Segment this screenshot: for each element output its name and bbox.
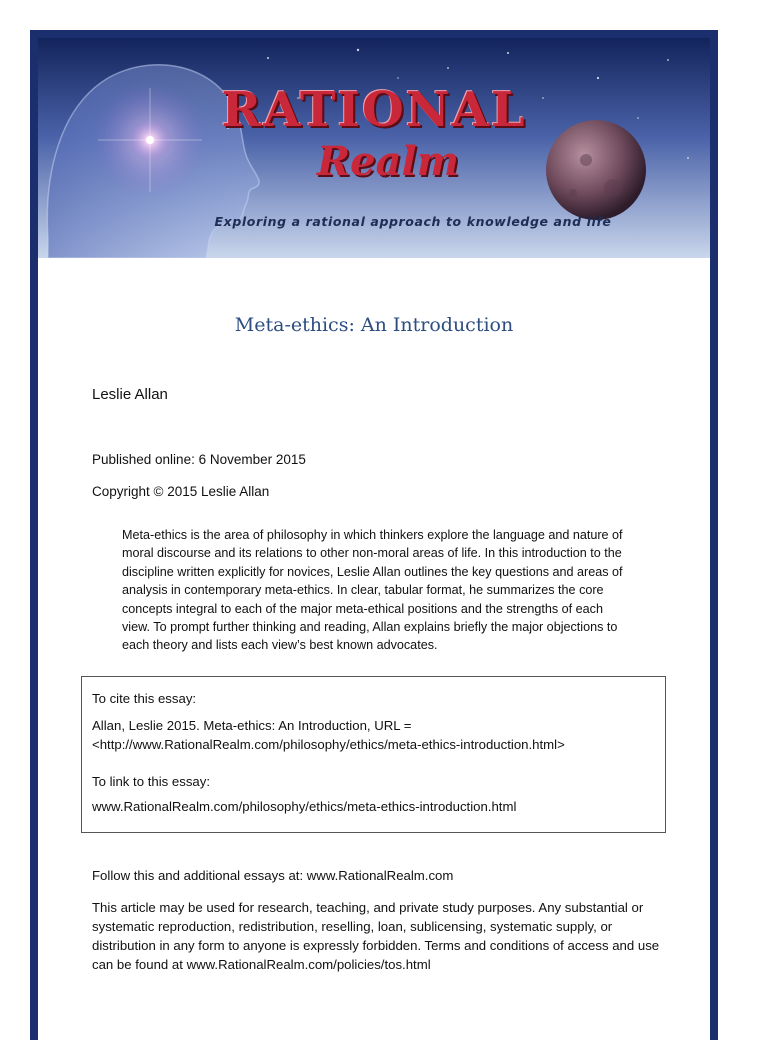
logo-realm: Realm (316, 138, 460, 185)
published-date: Published online: 6 November 2015 (92, 452, 306, 467)
banner-tagline: Exploring a rational approach to knowledge and life (214, 214, 612, 229)
site-banner (38, 38, 710, 258)
author-name: Leslie Allan (92, 386, 168, 403)
link-label: To link to this essay: (92, 774, 211, 789)
document-title: Meta-ethics: An Introduction (234, 314, 514, 336)
terms-of-use: This article may be used for research, teaching, and private study purposes. Any substantial or systematic reproduction, redistribution, reselling, loan, sublicensing, systematic supply, or distribution in any form to anyone is expressly forbidden. Terms and conditions of access and use can be found at www.RationalRealm.com/policies/tos.html (92, 900, 660, 972)
page-frame (30, 30, 718, 1040)
logo-rational: RATIONAL (221, 82, 527, 138)
cite-label: To cite this essay: (92, 691, 197, 706)
document-page (38, 38, 710, 1040)
essay-link[interactable]: www.RationalRealm.com/philosophy/ethics/meta-ethics-introduction.html (92, 799, 517, 814)
follow-line: Follow this and additional essays at: www.RationalRealm.com (92, 868, 454, 883)
citation-box (81, 676, 666, 833)
copyright-notice: Copyright © 2015 Leslie Allan (92, 484, 270, 499)
abstract-text: Meta-ethics is the area of philosophy in which thinkers explore the language and nature of moral discourse and its relations to other non-moral areas of life. In this introduction to the discipline written explicitly for novices, Leslie Allan outlines the key questions and areas of analysis in contemporary meta-ethics. In clear, tabular format, he summarizes the core concepts integral to each of the major meta-ethical positions and the strengths of each view. To prompt further thinking and reading, Allan explains briefly the major objections to each theory and lists each view’s best known advocates. (122, 528, 623, 653)
cite-text: Allan, Leslie 2015. Meta-ethics: An Introduction, URL = <http://www.RationalRealm.com/philosophy/ethics/meta-ethics-introduction.html> (92, 718, 565, 752)
